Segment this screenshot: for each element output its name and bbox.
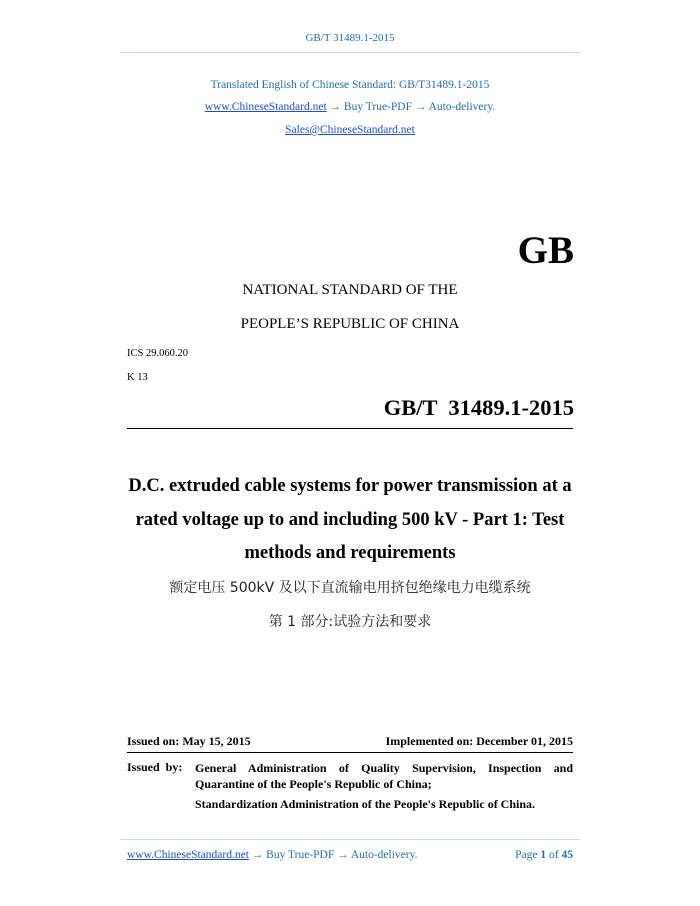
title-line-3: methods and requirements [244,543,456,563]
national-standard-line-2: PEOPLE’S REPUBLIC OF CHINA [240,316,460,332]
ics-code: ICS 29.060.20 [127,348,188,359]
page-word: Page [515,849,538,861]
national-standard-line-1: NATIONAL STANDARD OF THE [242,282,458,298]
issued-by-authority-2: Standardization Administration of the People's Republic of China. [195,797,536,811]
gb-mark: GB [517,229,574,272]
header-divider [120,52,580,53]
issued-by-label: Issued by: [127,760,183,774]
site-link[interactable]: www.ChineseStandard.net [204,101,327,113]
site-tail-text: → Buy True-PDF → Auto-delivery. [329,101,496,113]
footer-promo [127,849,417,861]
footer-site-tail: → Buy True-PDF → Auto-delivery. [251,849,418,861]
issued-on-date: Issued on: May 15, 2015 [127,734,251,748]
promo-email-line [0,124,700,136]
implemented-on-date: Implemented on: December 01, 2015 [385,734,573,748]
standard-divider [127,428,573,429]
issue-divider [127,752,573,753]
ccs-code: K 13 [127,372,148,383]
standard-number: GB/T 31489.1-2015 [383,395,574,420]
chinese-title-line-2: 第 1 部分:试验方法和要求 [268,614,432,630]
running-header: GB/T 31489.1-2015 [305,32,395,44]
promo-site-line [0,101,700,113]
footer-site-link[interactable]: www.ChineseStandard.net [127,849,249,861]
footer-divider [120,839,580,840]
translated-notice: Translated English of Chinese Standard: GB/T31489.1-2015 [210,79,490,91]
title-line-2: rated voltage up to and including 500 kV - Part 1: Test [135,510,565,530]
page-current: 1 [540,849,547,861]
chinese-title-line-1: 额定电压 500kV 及以下直流输电用挤包绝缘电力电缆系统 [169,580,531,596]
title-line-1: D.C. extruded cable systems for power transmission at a [128,476,572,496]
page-indicator [515,849,573,861]
page-of: of [549,849,559,861]
email-link[interactable]: Sales@ChineseStandard.net [285,124,415,136]
page-total: 45 [561,849,573,861]
issued-by-authority-1: General Administration of Quality Supervision, Inspection and Quarantine of the People's Republic of China; [195,761,573,791]
